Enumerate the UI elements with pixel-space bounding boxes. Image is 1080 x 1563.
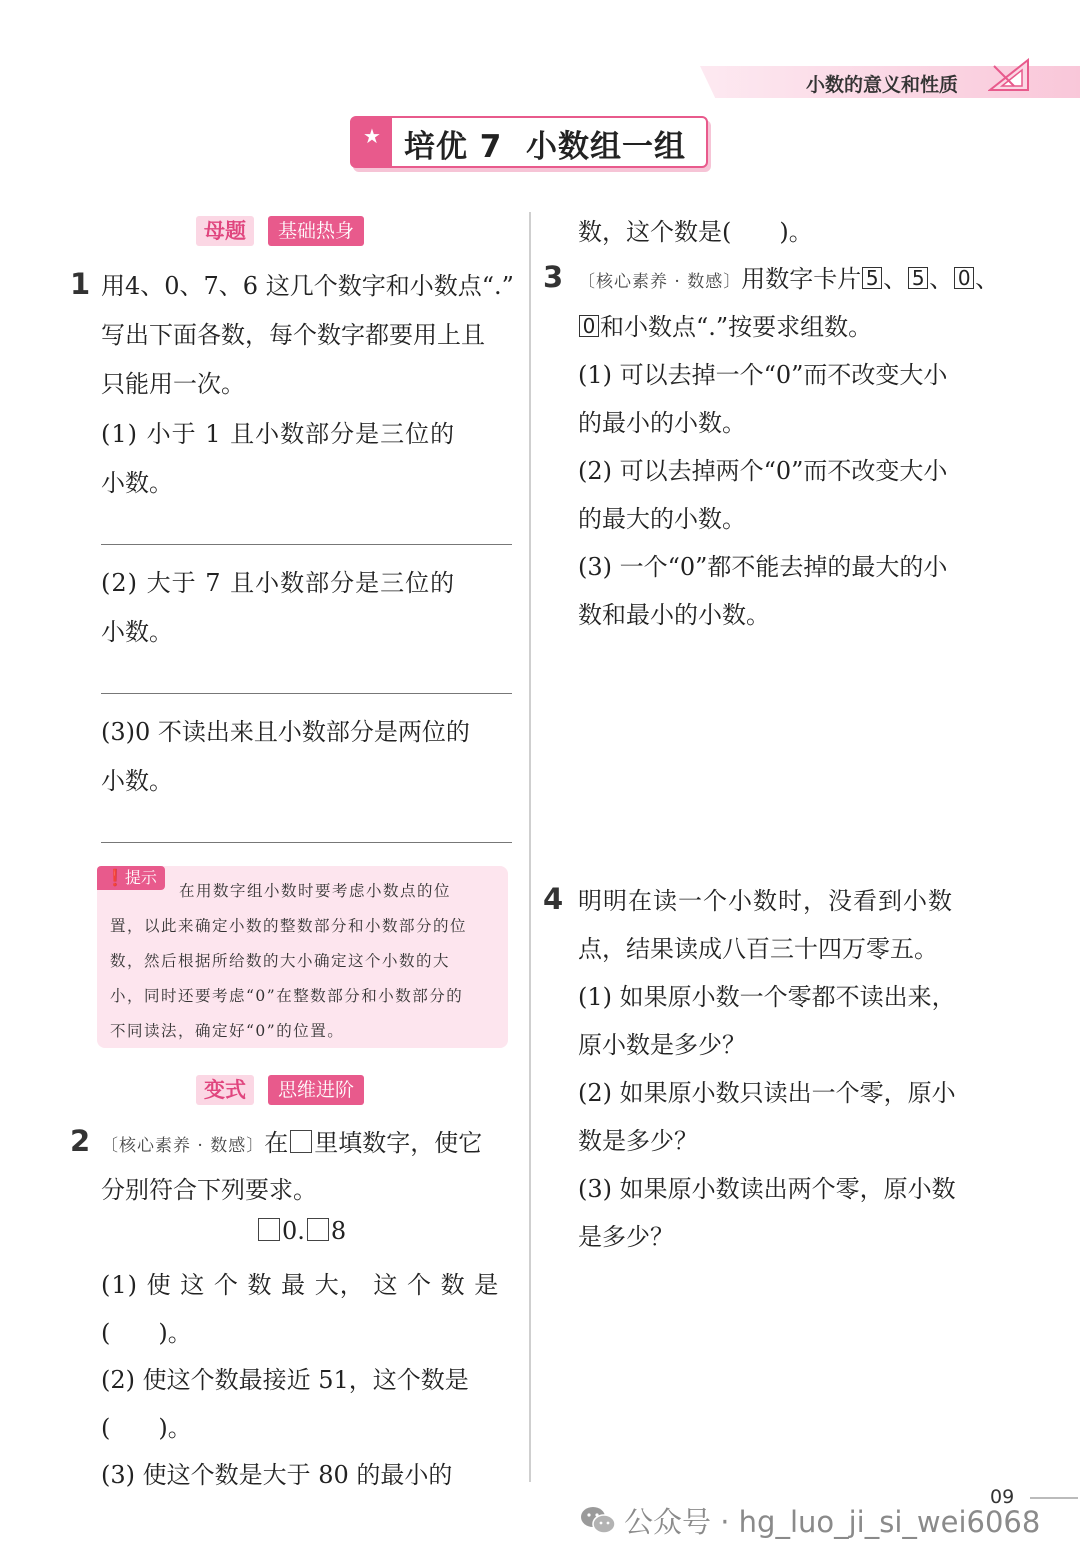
question-number: 4	[543, 882, 564, 916]
digit-card: 0	[579, 315, 599, 337]
hint-line: 数，然后根据所给数的大小确定这个小数的大	[110, 952, 451, 970]
q3-part2-line1: (2) 可以去掉两个“0”而不改变大小	[578, 457, 948, 485]
q4-part2-line2: 数是多少？	[578, 1127, 698, 1155]
q3-line-1: 〔核心素养 · 数感〕用数字卡片 5 、 5 、 0 、	[578, 265, 1000, 293]
hint-line: 在用数字组小数时要考虑小数点的位	[179, 882, 452, 900]
q4-part2-line1: (2) 如果原小数只读出一个零，原小	[578, 1079, 956, 1107]
page-number: 09	[990, 1486, 1015, 1508]
ruler-triangle-icon	[988, 58, 1032, 92]
q1-part1-line1: (1) 小于 1 且小数部分是三位的	[101, 420, 456, 448]
digit-card: 0	[954, 267, 974, 289]
q2-part2-line1: (2) 使这个数最接近 51，这个数是	[101, 1366, 469, 1394]
section-tag-mother: 母题	[196, 216, 254, 246]
question-number: 1	[70, 267, 91, 301]
blank-box[interactable]	[258, 1218, 280, 1241]
answer-line[interactable]	[101, 842, 512, 843]
digit-card: 5	[908, 267, 928, 289]
page-number-rule	[1030, 1497, 1078, 1499]
q4-part3-line2: 是多少？	[578, 1223, 674, 1251]
digit-card: 5	[862, 267, 882, 289]
q2-part3-line1: (3) 使这个数是大于 80 的最小的	[101, 1461, 453, 1489]
answer-line[interactable]	[101, 544, 512, 545]
q1-line-3: 只能用一次。	[101, 370, 245, 398]
q2-line-2: 分别符合下列要求。	[101, 1176, 317, 1204]
q2-pattern: 0. 8	[256, 1217, 346, 1245]
q1-part3-line2: 小数。	[101, 767, 173, 795]
answer-line[interactable]	[101, 693, 512, 694]
hint-line: 置，以此来确定小数的整数部分和小数部分的位	[110, 917, 468, 935]
section-tag-variant: 变式	[196, 1075, 254, 1105]
q2-part1-line2[interactable]: ( )。	[101, 1319, 192, 1347]
q3-part3-line2: 数和最小的小数。	[578, 601, 770, 629]
hint-line: 不同读法，确定好“0”的位置。	[110, 1022, 345, 1040]
q4-line-2: 点，结果读成八百三十四万零五。	[578, 935, 938, 963]
column-divider	[529, 212, 531, 1482]
hint-label: ❗提示	[97, 866, 165, 890]
q1-part3-line1: (3)0 不读出来且小数部分是两位的	[101, 718, 470, 746]
blank-box[interactable]	[307, 1218, 329, 1241]
q4-line-1: 明明在读一个小数时，没看到小数	[578, 887, 953, 915]
chapter-title: 小数的意义和性质	[806, 74, 959, 96]
q2-continuation[interactable]: 数，这个数是( )。	[578, 218, 813, 246]
q1-part2-line1: (2) 大于 7 且小数部分是三位的	[101, 569, 456, 597]
q1-part2-line2: 小数。	[101, 618, 173, 646]
q3-part1-line1: (1) 可以去掉一个“0”而不改变大小	[578, 361, 948, 389]
core-literacy-tag: 〔核心素养 · 数感〕	[101, 1136, 265, 1156]
question-number: 3	[543, 260, 564, 294]
section-tag-warmup: 基础热身	[268, 216, 364, 246]
q3-line-2: 0 和小数点“.”按要求组数。	[578, 307, 872, 342]
q1-part1-line2: 小数。	[101, 469, 173, 497]
q4-part3-line1: (3) 如果原小数读出两个零，原小数	[578, 1175, 956, 1203]
hint-line: 小，同时还要考虑“0”在整数部分和小数部分的	[110, 987, 464, 1005]
section-tag-advanced: 思维进阶	[268, 1075, 364, 1105]
q4-part1-line2: 原小数是多少？	[578, 1031, 746, 1059]
question-number: 2	[70, 1124, 91, 1158]
page-title: 培优 7 小数组一组	[404, 129, 686, 165]
star-icon: ★	[352, 118, 392, 166]
q1-line-1: 用4、0、7、6 这几个数字和小数点“.”	[101, 272, 514, 300]
q2-part2-line2[interactable]: ( )。	[101, 1414, 192, 1442]
core-literacy-tag: 〔核心素养 · 数感〕	[578, 272, 742, 292]
q1-line-2: 写出下面各数，每个数字都要用上且	[101, 321, 485, 349]
q2-line-1: 〔核心素养 · 数感〕在 里填数字，使它	[101, 1129, 483, 1157]
q3-part1-line2: 的最小的小数。	[578, 409, 746, 437]
watermark-text: 公众号 · hg_luo_ji_si_wei6068	[624, 1505, 1041, 1539]
q2-part1-line1: (1) 使 这 个 数 最 大， 这 个 数 是	[101, 1271, 500, 1299]
blank-box[interactable]	[290, 1130, 312, 1153]
q4-part1-line1: (1) 如果原小数一个零都不读出来，	[578, 983, 956, 1011]
q3-part3-line1: (3) 一个“0”都不能去掉的最大的小	[578, 553, 948, 581]
q3-part2-line2: 的最大的小数。	[578, 505, 746, 533]
wechat-icon	[580, 1505, 616, 1535]
